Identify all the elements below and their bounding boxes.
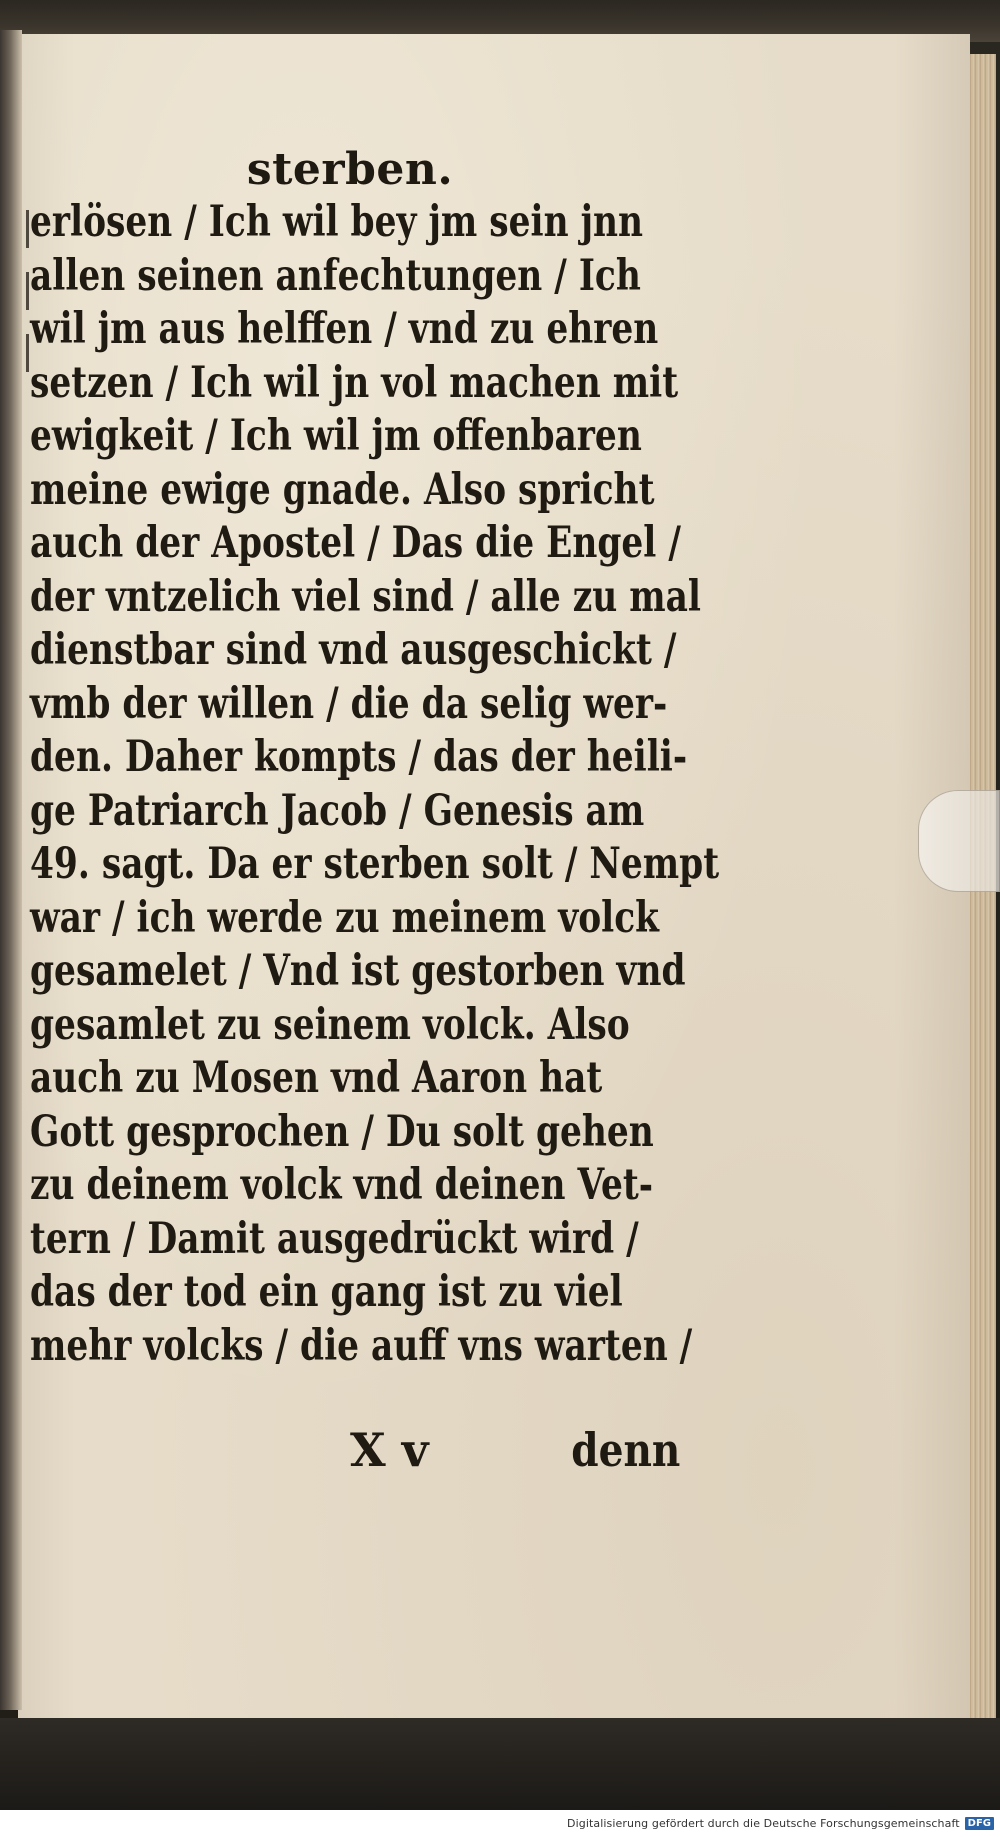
text-line: meine ewige gnade. Also spricht <box>30 464 655 515</box>
page-clip <box>918 790 1000 892</box>
text-line: ewigkeit / Ich wil jm offenbaren <box>30 411 642 461</box>
text-line: setzen / Ich wil jn vol machen mit <box>30 357 679 408</box>
dfg-logo: DFG <box>965 1817 994 1830</box>
text-line: war / ich werde zu meinem volck <box>30 892 660 943</box>
margin-mark <box>26 334 29 372</box>
text-line: mehr volcks / die auff vns warten / <box>30 1320 693 1371</box>
running-head: sterben. <box>246 144 454 195</box>
text-line: auch der Apostel / Das die Engel / <box>30 518 681 568</box>
text-line: Gott gesprochen / Du solt gehen <box>30 1106 654 1157</box>
credit-text: Digitalisierung gefördert durch die Deutsche Forschungsgemeinschaft <box>567 1817 960 1830</box>
margin-mark <box>26 210 29 248</box>
text-line: vmb der willen / die da selig wer- <box>30 678 668 729</box>
text-line: dienstbar sind vnd ausgeschickt / <box>30 625 677 675</box>
catchword: denn <box>570 1423 680 1477</box>
text-line: allen seinen anfechtungen / Ich <box>30 250 641 301</box>
text-line: wil jm aus helffen / vnd zu ehren <box>30 304 659 354</box>
text-line: gesamlet zu seinem volck. Also <box>30 999 630 1050</box>
margin-mark <box>26 272 29 310</box>
book-left-edge <box>0 30 22 1710</box>
text-line: der vntzelich viel sind / alle zu mal <box>30 571 701 622</box>
text-line: erlösen / Ich wil bey jm sein jnn <box>30 197 644 247</box>
signature-mark: X v <box>350 1423 429 1477</box>
text-line: tern / Damit ausgedrückt wird / <box>30 1213 639 1264</box>
text-line: auch zu Mosen vnd Aaron hat <box>30 1053 603 1103</box>
catchword-row <box>350 1420 680 1480</box>
text-line: ge Patriarch Jacob / Genesis am <box>30 785 645 836</box>
text-line: das der tod ein gang ist zu viel <box>30 1267 623 1317</box>
text-line: 49. sagt. Da er sterben solt / Nempt <box>30 839 720 889</box>
credit-bar <box>0 1810 1000 1837</box>
book-bottom-edge <box>0 1718 1000 1810</box>
text-line: gesamelet / Vnd ist gestorben vnd <box>30 946 686 996</box>
text-line: zu deinem volck vnd deinen Vet- <box>30 1160 654 1210</box>
text-line: den. Daher kompts / das der heili- <box>30 732 688 782</box>
